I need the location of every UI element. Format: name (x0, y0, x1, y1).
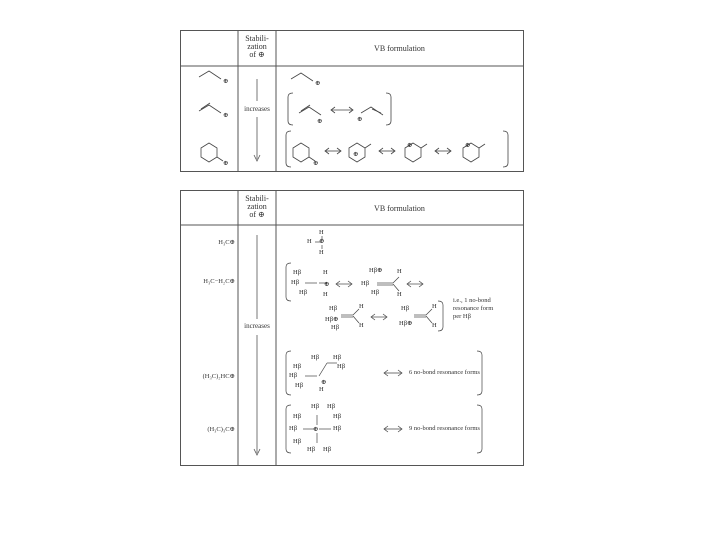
atom-hb: Hβ (289, 425, 298, 432)
atom-hb: Hβ (333, 413, 342, 420)
atom-h: H (397, 291, 402, 298)
row-label-methyl: H₃C⊕ (218, 239, 235, 246)
vb-benzyl-charge-4: ⊕ (465, 142, 471, 149)
atom-hb: Hβ (311, 354, 320, 361)
atom-hb: Hβ (329, 305, 338, 312)
atom-hb-plus: Hβ⊕ (369, 267, 383, 274)
atom-hb: Hβ (293, 363, 302, 370)
atom-hb: Hβ (401, 305, 410, 312)
vb-benzyl-charge-3: ⊕ (407, 142, 413, 149)
atom-hb: Hβ (361, 280, 370, 287)
trend-label: increases (239, 105, 275, 113)
atom-h: H (307, 238, 312, 245)
atom-h: H (323, 269, 328, 276)
vb-allyl-charge: ⊕ (317, 118, 323, 125)
table-hyperconjugation (180, 190, 524, 466)
bracket-right (386, 93, 391, 125)
atom-hb: Hβ (327, 403, 336, 410)
allyl-charge: ⊕ (223, 112, 229, 119)
atom-h: H (323, 291, 328, 298)
atom-h: H (359, 322, 364, 329)
benzyl-charge: ⊕ (223, 160, 229, 167)
bracket-right (438, 301, 443, 331)
atom-hb-plus: Hβ⊕ (399, 320, 413, 327)
note-ethyl: i.e., 1 no-bond resonance form per Hβ (453, 297, 494, 320)
table2-drawing (181, 191, 523, 465)
atom-hb: Hβ (331, 324, 340, 331)
atom-hb: Hβ (311, 403, 320, 410)
trend-label: increases (239, 322, 275, 330)
row-label-isopropyl: (H₃C)₂HC⊕ (202, 373, 235, 380)
header-vb-formulation: VB formulation (374, 204, 425, 213)
atom-hb: Hβ (293, 438, 302, 445)
bracket-right (503, 131, 508, 167)
atom-h: H (432, 303, 437, 310)
atom-hb: Hβ (289, 372, 298, 379)
atom-plus: ⊕ (319, 238, 325, 245)
header-stabilization: Stabili- zation of ⊕ (245, 34, 269, 59)
atom-h: H (319, 249, 324, 256)
note-isopropyl: 6 no-bond resonance forms (409, 369, 480, 376)
atom-hb: Hβ (291, 279, 300, 286)
atom-hb: Hβ (299, 289, 308, 296)
atom-hb: Hβ (295, 382, 304, 389)
benzyl-ring (201, 143, 217, 162)
allyl-structure (199, 105, 221, 113)
atom-hb: Hβ (293, 269, 302, 276)
atom-hb: Hβ (307, 446, 316, 453)
row-label-tertbutyl: (H₃C)₃C⊕ (207, 426, 235, 433)
note-tertbutyl: 9 no-bond resonance forms (409, 425, 480, 432)
trend-arrow (254, 235, 260, 455)
atom-hb: Hβ (333, 425, 342, 432)
atom-plus: ⊕ (321, 379, 327, 386)
vb-propyl-charge: ⊕ (315, 80, 321, 87)
vb-propyl (291, 73, 313, 81)
vb-benzyl-charge-2: ⊕ (353, 151, 359, 158)
atom-plus: ⊕ (313, 426, 319, 433)
atom-hb: Hβ (371, 289, 380, 296)
propyl-structure (199, 71, 221, 79)
table-carbocation-stabilization (180, 30, 524, 172)
bracket-left (288, 93, 293, 125)
bracket-left (286, 131, 291, 167)
atom-h: H (319, 229, 324, 236)
atom-hb: Hβ (333, 354, 342, 361)
header-vb-formulation: VB formulation (374, 44, 425, 53)
row-label-ethyl: H₃C−H₂C⊕ (203, 278, 235, 285)
propyl-charge: ⊕ (223, 78, 229, 85)
atom-hb: Hβ (323, 446, 332, 453)
atom-h: H (319, 386, 324, 393)
atom-h: H (359, 303, 364, 310)
atom-h: H (397, 268, 402, 275)
atom-hb: Hβ (293, 413, 302, 420)
vb-benzyl-charge: ⊕ (313, 160, 319, 167)
atom-h: H (432, 322, 437, 329)
atom-hb-plus: Hβ⊕ (325, 316, 339, 323)
atom-plus: ⊕ (324, 281, 330, 288)
atom-hb: Hβ (337, 363, 346, 370)
vb-allyl-charge-2: ⊕ (357, 116, 363, 123)
trend-arrow (254, 79, 260, 161)
header-stabilization: Stabili- zation of ⊕ (245, 194, 269, 219)
